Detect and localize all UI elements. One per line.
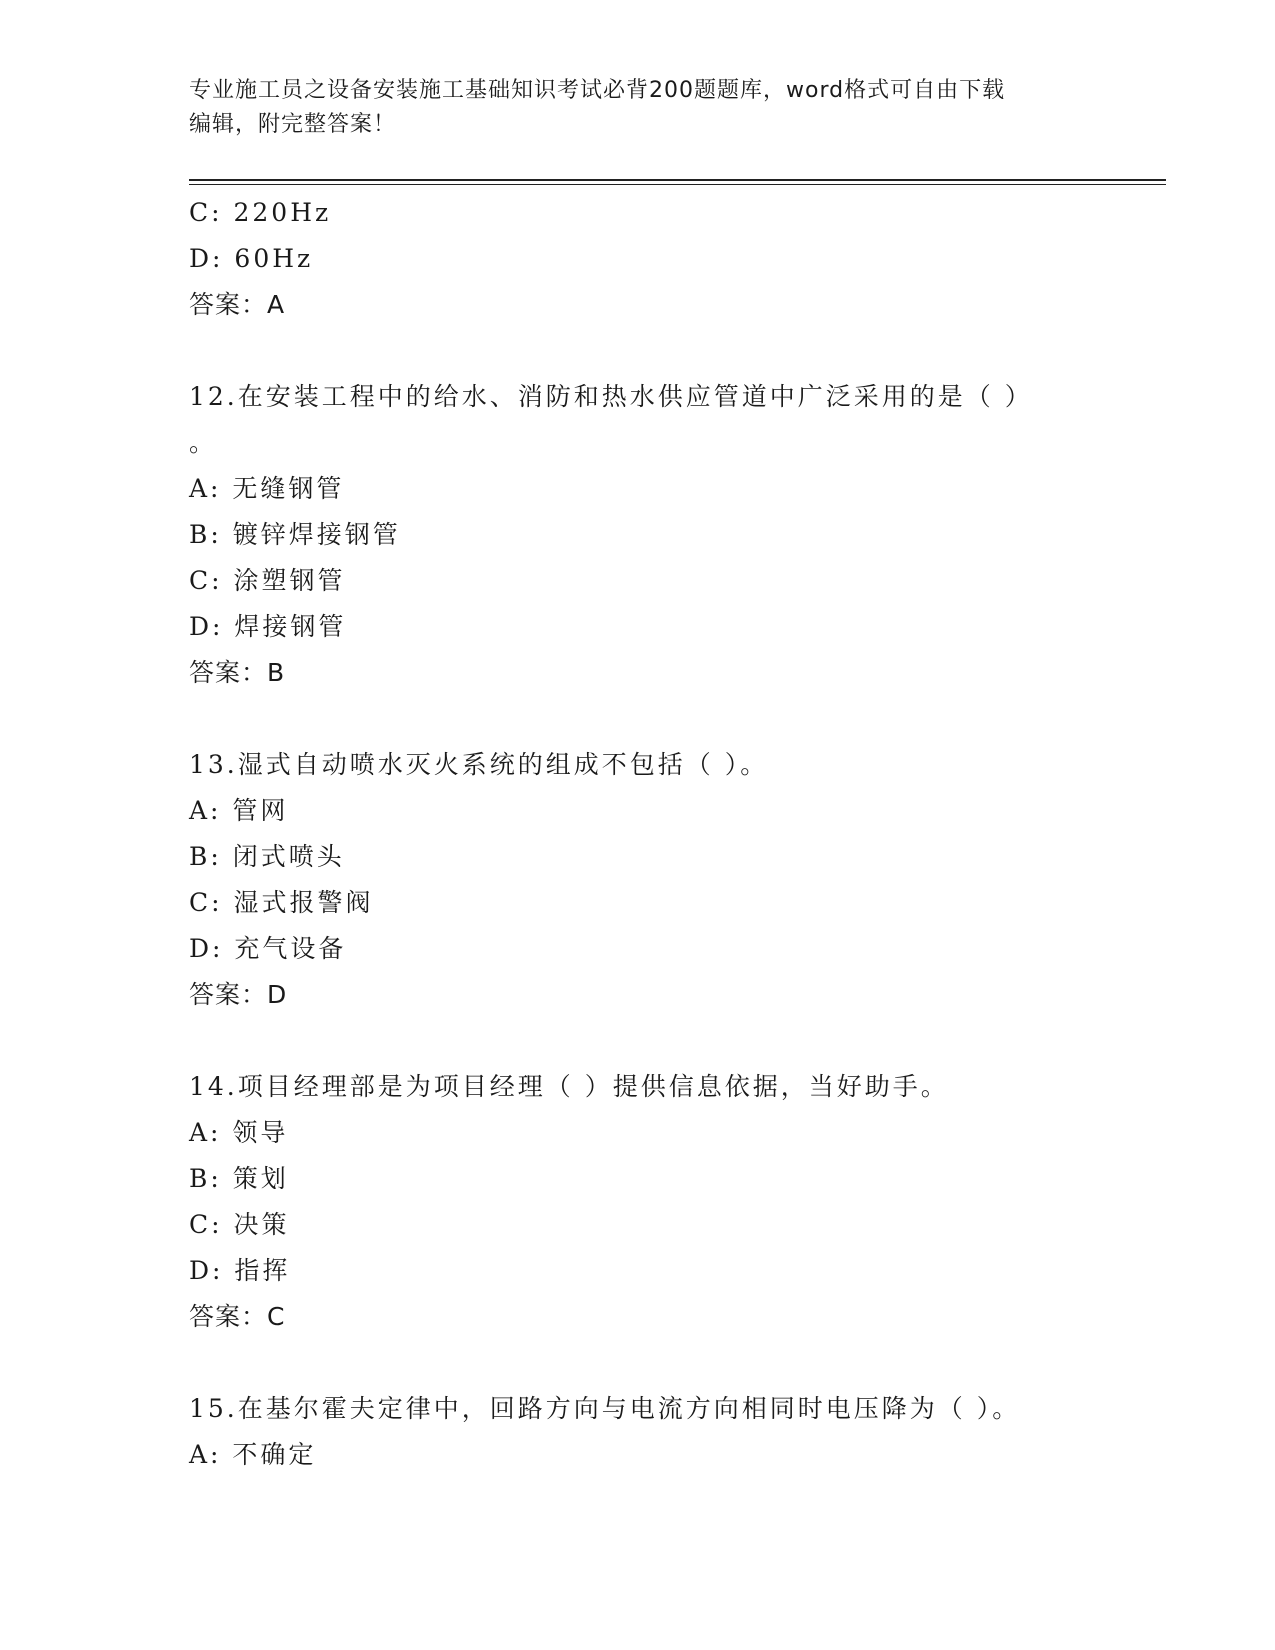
header-divider-thick <box>189 179 1166 181</box>
q11-option-d: D: 60Hz <box>189 244 314 273</box>
q13-option-c: C: 湿式报警阀 <box>189 888 374 917</box>
q14-option-c: C: 决策 <box>189 1210 290 1239</box>
q14-option-a: A: 领导 <box>189 1118 289 1147</box>
q13-option-b: B: 闭式喷头 <box>189 842 345 871</box>
q12-option-a: A: 无缝钢管 <box>189 474 345 503</box>
q14-answer: 答案：C <box>189 1302 286 1331</box>
q13-stem: 13.湿式自动喷水灭火系统的组成不包括（ ）。 <box>189 750 769 779</box>
spacer <box>189 696 1089 742</box>
q12-option-d: D: 焊接钢管 <box>189 612 347 641</box>
document-header <box>189 74 1089 142</box>
q11-answer: 答案：A <box>189 290 286 319</box>
q12-answer: 答案：B <box>189 658 286 687</box>
q12-option-b: B: 镀锌焊接钢管 <box>189 520 401 549</box>
q12-stem-continuation: 。 <box>189 428 218 457</box>
q11-option-c: C: 220Hz <box>189 198 332 227</box>
header-title-line2: 编辑，附完整答案！ <box>189 112 397 137</box>
q13-option-d: D: 充气设备 <box>189 934 347 963</box>
q15-stem: 15.在基尔霍夫定律中，回路方向与电流方向相同时电压降为（ ）。 <box>189 1394 1021 1423</box>
q12-option-c: C: 涂塑钢管 <box>189 566 346 595</box>
header-divider-thin <box>189 184 1166 185</box>
q14-stem: 14.项目经理部是为项目经理（ ）提供信息依据，当好助手。 <box>189 1072 949 1101</box>
header-title-line1: 专业施工员之设备安装施工基础知识考试必背200题题库，word格式可自由下载 <box>189 78 1006 103</box>
q13-option-a: A: 管网 <box>189 796 289 825</box>
spacer <box>189 1340 1089 1386</box>
q14-option-d: D: 指挥 <box>189 1256 291 1285</box>
q14-option-b: B: 策划 <box>189 1164 289 1193</box>
spacer <box>189 1018 1089 1064</box>
question-list <box>189 190 1089 1478</box>
spacer <box>189 328 1089 374</box>
q13-answer: 答案：D <box>189 980 288 1009</box>
q15-option-a: A: 不确定 <box>189 1440 317 1469</box>
q12-stem: 12.在安装工程中的给水、消防和热水供应管道中广泛采用的是（ ） <box>189 382 1033 411</box>
